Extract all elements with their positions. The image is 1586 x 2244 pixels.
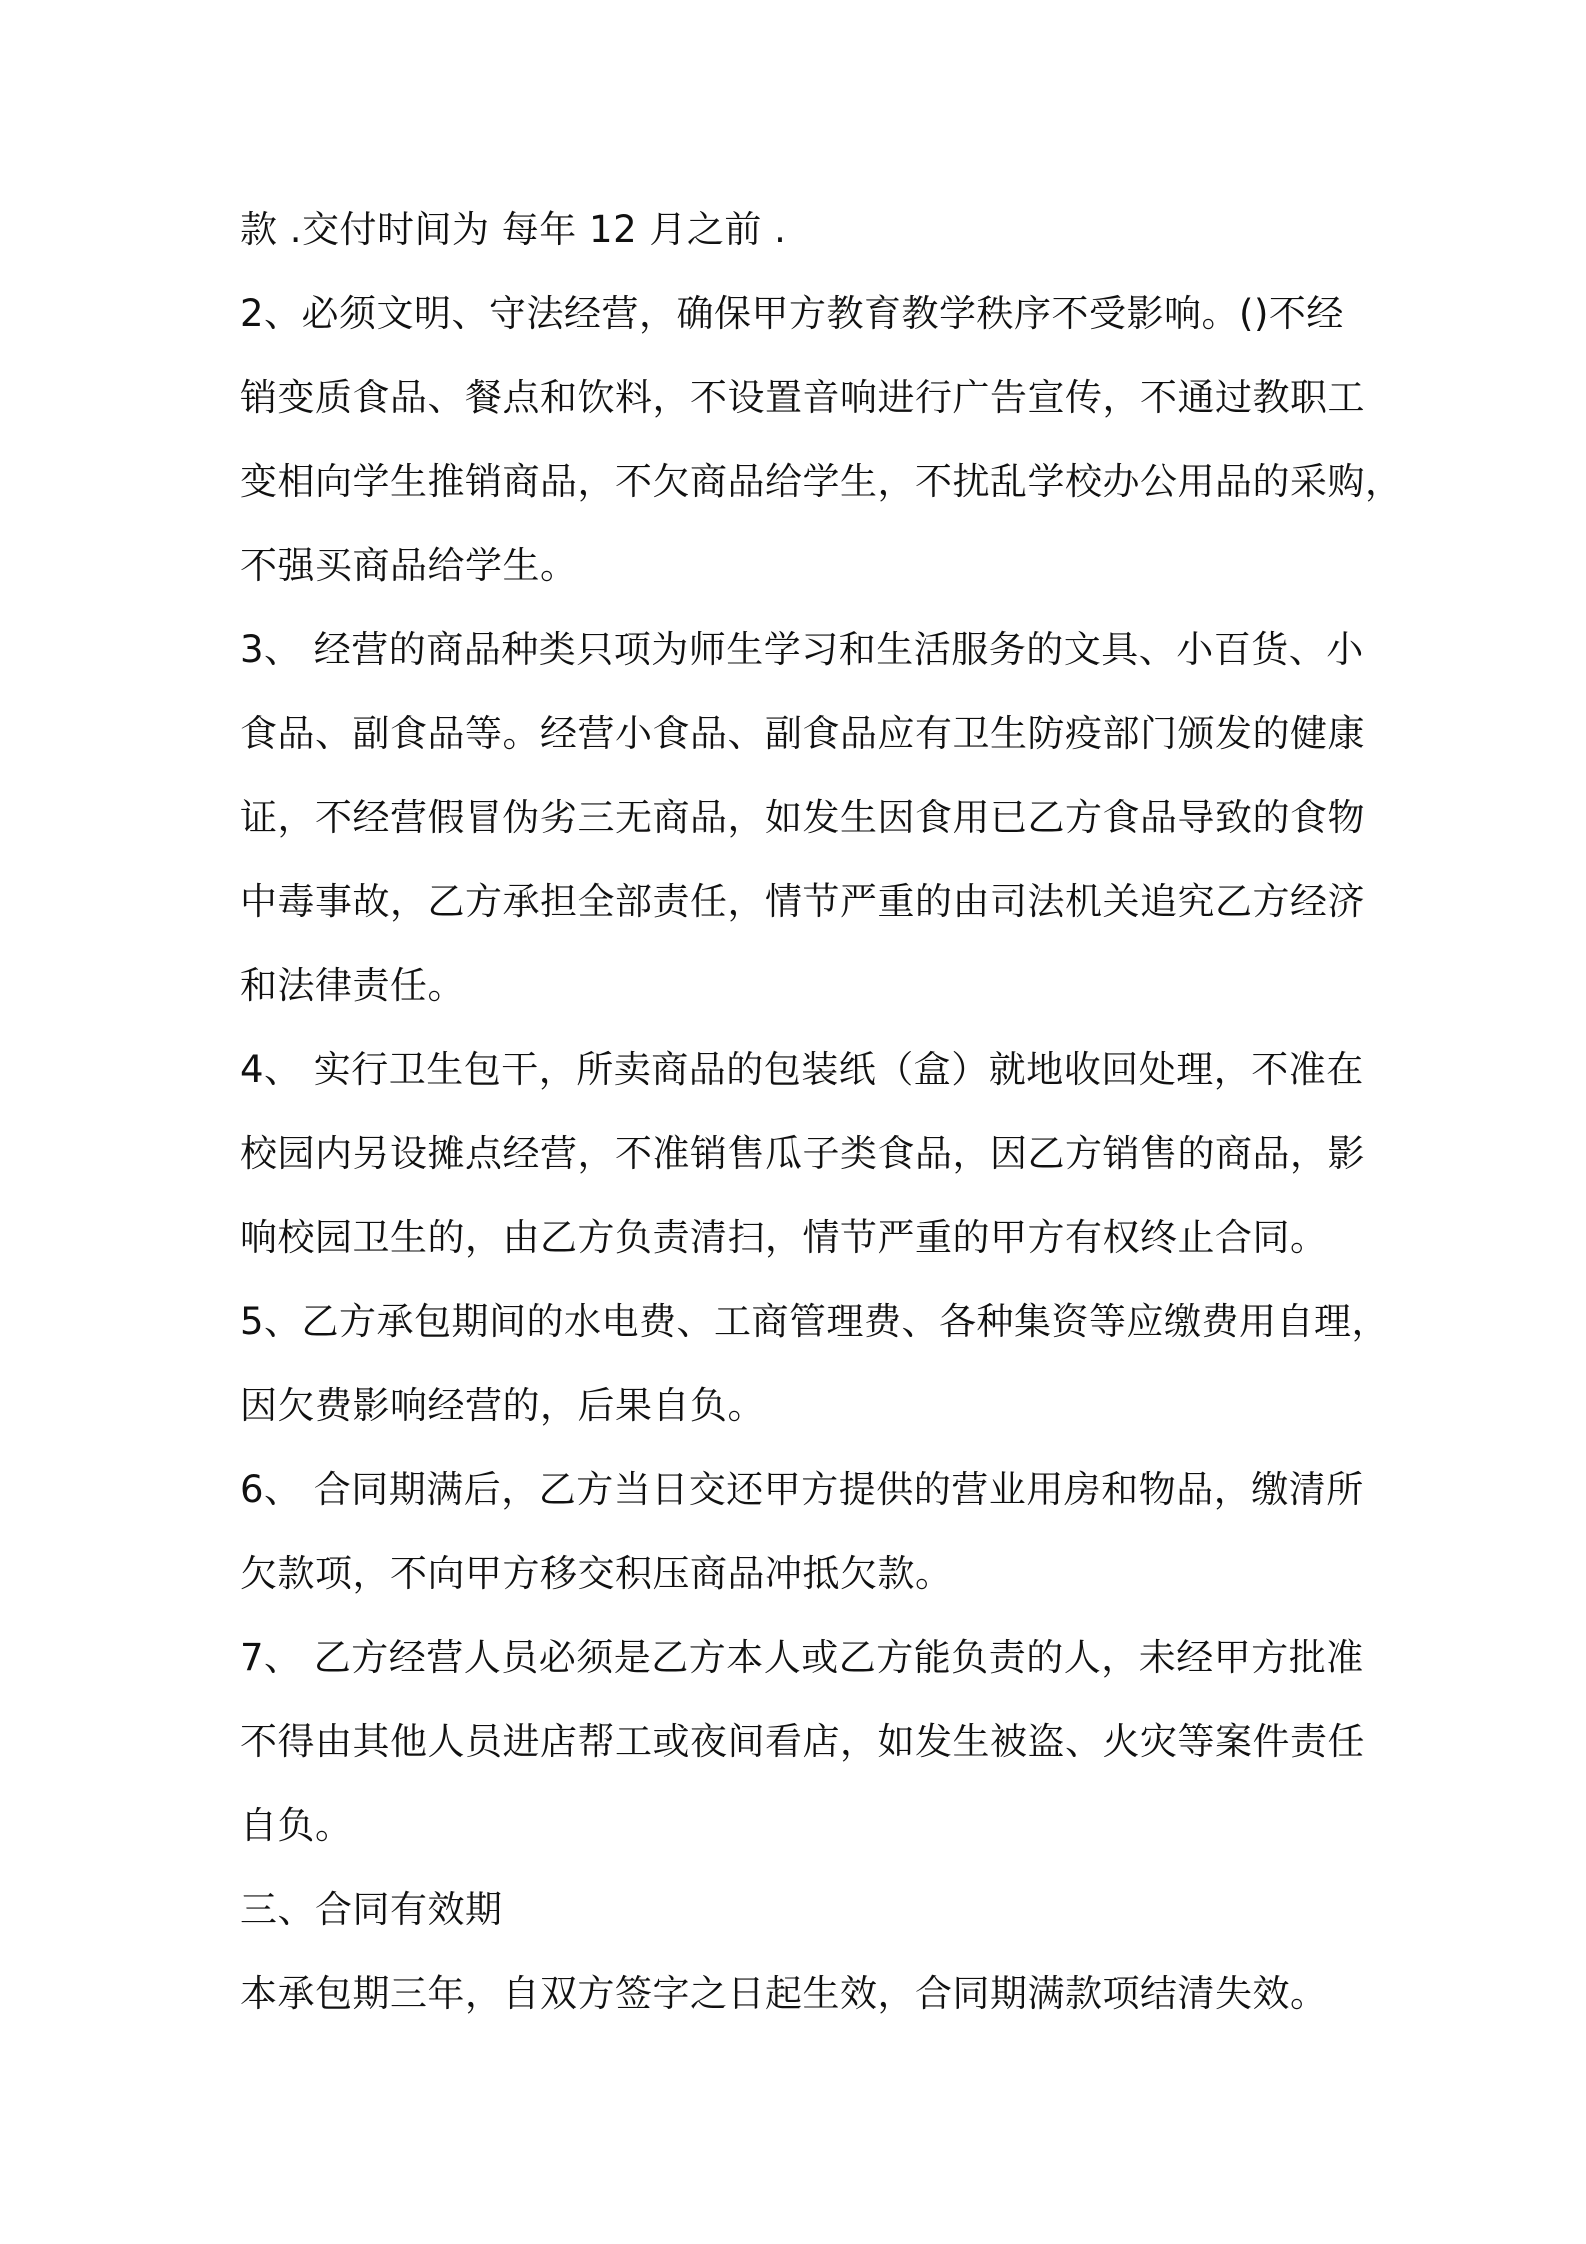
line-text: 变相向学生推销商品，不欠商品给学生，不扰乱学校办公用品的采购， <box>240 460 1403 503</box>
text-line <box>240 622 1364 706</box>
text-line <box>240 1966 1358 2050</box>
text-line <box>240 1798 1358 1882</box>
line-text: 响校园卫生的，由乙方负责清扫，情节严重的甲方有权终止合同。 <box>240 1216 1328 1259</box>
line-text: 4、 实行卫生包干，所卖商品的包装纸（盒）就地收回处理，不准在 <box>240 1048 1364 1091</box>
text-line <box>240 1378 1358 1462</box>
text-line <box>240 1210 1358 1294</box>
line-text: 6、 合同期满后，乙方当日交还甲方提供的营业用房和物品，缴清所 <box>240 1468 1364 1511</box>
text-line <box>240 202 1358 286</box>
text-line <box>240 958 1358 1042</box>
text-line <box>240 370 1365 454</box>
text-line <box>240 874 1365 958</box>
section-heading <box>240 1882 1358 1966</box>
line-text: 自负。 <box>240 1804 353 1847</box>
line-text: 食品、副食品等。经营小食品、副食品应有卫生防疫部门颁发的健康 <box>240 712 1365 755</box>
text-line <box>240 1546 1358 1630</box>
text-line <box>240 1714 1365 1798</box>
text-line <box>240 286 1358 370</box>
line-text: 7、 乙方经营人员必须是乙方本人或乙方能负责的人，未经甲方批准 <box>240 1636 1364 1679</box>
line-text: 3、 经营的商品种类只项为师生学习和生活服务的文具、小百货、小 <box>240 628 1364 671</box>
line-text: 校园内另设摊点经营，不准销售瓜子类食品，因乙方销售的商品，影 <box>240 1132 1365 1175</box>
line-text: 不强买商品给学生。 <box>240 544 578 587</box>
text-line <box>240 1462 1364 1546</box>
document-body <box>240 202 1403 2050</box>
line-text: 2、必须文明、守法经营，确保甲方教育教学秩序不受影响。()不经 <box>240 292 1344 335</box>
line-text: 和法律责任。 <box>240 964 465 1007</box>
line-text: 证，不经营假冒伪劣三无商品，如发生因食用已乙方食品导致的食物 <box>240 796 1365 839</box>
line-text: 欠款项，不向甲方移交积压商品冲抵欠款。 <box>240 1552 953 1595</box>
text-line <box>240 1294 1390 1378</box>
heading-text: 三、合同有效期 <box>240 1888 503 1931</box>
text-line <box>240 1126 1365 1210</box>
text-line <box>240 1630 1364 1714</box>
text-line <box>240 1042 1364 1126</box>
line-text: 不得由其他人员进店帮工或夜间看店，如发生被盗、火灾等案件责任 <box>240 1720 1365 1763</box>
line-text: 本承包期三年，自双方签字之日起生效，合同期满款项结清失效。 <box>240 1972 1328 2015</box>
line-text: 5、乙方承包期间的水电费、工商管理费、各种集资等应缴费用自理， <box>240 1300 1390 1343</box>
text-line <box>240 454 1403 538</box>
text-line <box>240 706 1365 790</box>
line-text: 中毒事故，乙方承担全部责任，情节严重的由司法机关追究乙方经济 <box>240 880 1365 923</box>
line-text: 款 .交付时间为 每年 12 月之前 . <box>240 208 787 251</box>
text-line <box>240 790 1365 874</box>
line-text: 因欠费影响经营的，后果自负。 <box>240 1384 765 1427</box>
line-text: 销变质食品、餐点和饮料，不设置音响进行广告宣传，不通过教职工 <box>240 376 1365 419</box>
text-line <box>240 538 1358 622</box>
